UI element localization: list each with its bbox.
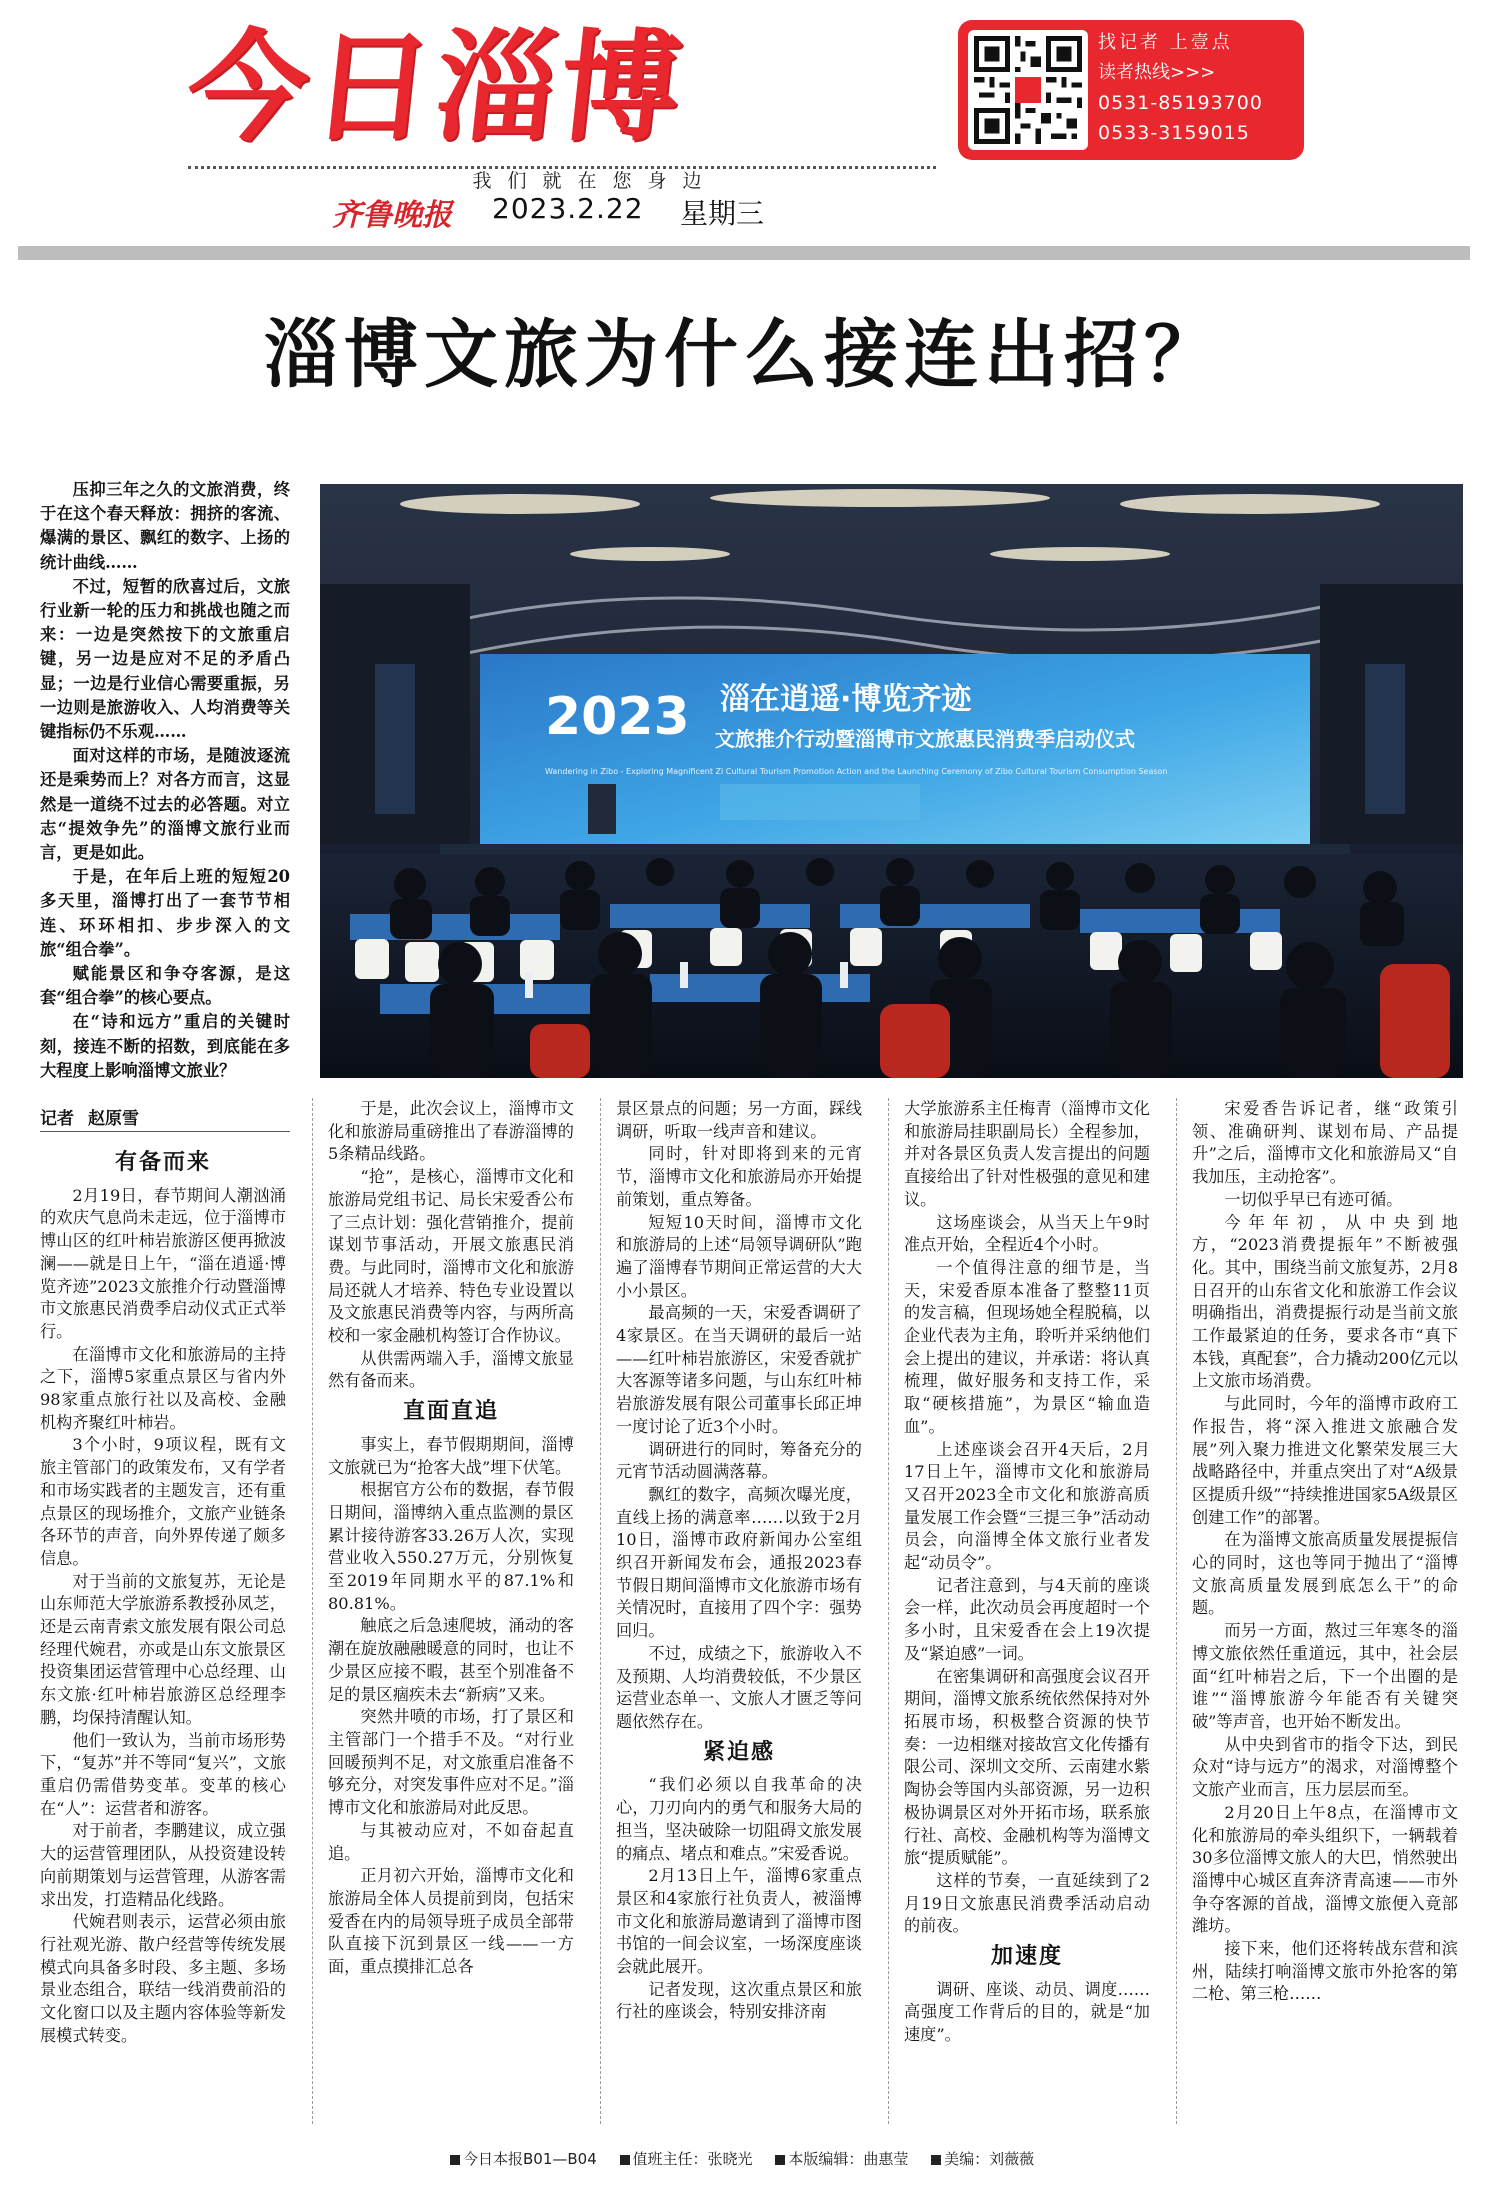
hotline-phone-2[interactable]: 0533-3159015 xyxy=(1098,122,1250,144)
body-paragraph: 最高频的一天，宋爱香调研了4家景区。在当天调研的最后一站——红叶柿岩旅游区，宋爱香就扩大客源等诸多问题，与山东红叶柿岩旅游发展有限公司董事长邱正坤一度讨论了近3个小时。 xyxy=(616,1303,862,1436)
body-paragraph: 接下来，他们还将转战东营和滨州，陆续打响淄博文旅市外抢客的第二枪、第三枪…… xyxy=(1192,1939,1458,2004)
screen-subtitle: 文旅推介行动暨淄博市文旅惠民消费季启动仪式 xyxy=(715,727,1135,751)
qr-code-icon[interactable] xyxy=(968,30,1088,150)
body-paragraph: 宋爱香告诉记者，继“政策引领、准确研判、谋划布局、产品提升”之后，淄博市文化和旅游局又“自我加压，主动抢客”。 xyxy=(1192,1099,1458,1187)
lead-paragraph: 面对这样的市场，是随波逐流还是乘势而上？对各方而言，这显然是一道绕不过去的必答题。对立志“提效争先”的淄博文旅行业而言，更是如此。 xyxy=(40,746,290,863)
reader-line-find-reporter: 找记者 上壹点 xyxy=(1098,32,1233,53)
body-paragraph: 2月19日，春节期间人潮汹涌的欢庆气息尚未走远，位于淄博市博山区的红叶柿岩旅游区便再掀波澜——就是日上午，“淄在逍遥·博览齐迹”2023文旅推介行动暨淄博市文旅惠民消费季启动仪式正式举行。 xyxy=(40,1185,286,1341)
byline-reporter: 赵原雪 xyxy=(88,1109,139,1129)
lead-paragraph: 于是，在年后上班的短短20多天里，淄博打出了一套节节相连、环环相扣、步步深入的文旅“组合拳”。 xyxy=(40,867,290,959)
body-paragraph: 于是，此次会议上，淄博市文化和旅游局重磅推出了春游淄博的5条精品线路。 xyxy=(328,1099,574,1164)
body-paragraph: 根据官方公布的数据，春节假日期间，淄博纳入重点监测的景区累计接待游客33.26万人次，实现营业收入550.27万元，分别恢复至2019年同期水平的87.1%和80.81%。 xyxy=(328,1480,574,1613)
body-paragraph: 飘红的数字，高频次曝光度，直线上扬的满意率……以致于2月10日，淄博市政府新闻办公室组织召开新闻发布会，通报2023春节假日期间淄博市文化旅游市场有关情况时，直接用了四个字：强势回归。 xyxy=(616,1484,862,1641)
masthead xyxy=(0,0,1488,270)
newspaper-logo: 今日淄博 xyxy=(180,19,692,158)
column-divider xyxy=(888,1098,889,2124)
footer-issue-range: 今日本报B01—B04 xyxy=(463,2150,597,2168)
body-paragraph: 触底之后急速爬坡，涌动的客潮在旋放融融暖意的同时，也让不少景区应接不暇，甚至个别准备不足的景区痼疾未去“新病”又来。 xyxy=(328,1616,574,1704)
hotline-phone-1[interactable]: 0531-85193700 xyxy=(1098,92,1263,114)
footer-item xyxy=(775,2150,908,2168)
lead-paragraph: 不过，短暂的欣喜过后，文旅行业新一轮的压力和挑战也随之而来：一边是突然按下的文旅重启键，另一边是应对不足的矛盾凸显；一边是行业信心需要重振，另一边则是旅游收入、人均消费等关键指标仍不乐观…… xyxy=(40,576,290,742)
issue-weekday: 星期三 xyxy=(680,197,765,230)
byline xyxy=(40,1104,290,1132)
body-paragraph: 大学旅游系主任梅青（淄博市文化和旅游局挂职副局长）全程参加，并对各景区负责人发言提出的问题直接给出了针对性极强的意见和建议。 xyxy=(904,1099,1150,1209)
body-paragraph: 上述座谈会召开4天后，2月17日上午，淄博市文化和旅游局又召开2023全市文化和旅游高质量发展工作会暨“三提三争”活动动员会，向淄博全体文旅行业者发起“动员令”。 xyxy=(904,1439,1150,1573)
body-paragraph: 突然井喷的市场，打了景区和主管部门一个措手不及。“对行业回暖预判不足，对文旅重启准备不够充分，对突发事件应对不足。”淄博市文化和旅游局对此反思。 xyxy=(328,1707,574,1818)
body-paragraph: 从供需两端入手，淄博文旅显然有备而来。 xyxy=(328,1348,574,1391)
reader-hotline-box xyxy=(958,20,1304,160)
square-bullet-icon xyxy=(450,2155,460,2165)
body-paragraph: 在密集调研和高强度会议召开期间，淄博文旅系统依然保持对外拓展市场，积极整合资源的快节奏：一边相继对接故宫文化传播有限公司、深圳文交所、云南建水紫陶协会等国内头部资源，另一边积极协调景区对外开拓市场，联系旅行社、高校、金融机构等为淄博文旅“提质赋能”。 xyxy=(904,1666,1150,1868)
article-column-1 xyxy=(40,1144,286,2047)
body-paragraph: 正月初六开始，淄博市文化和旅游局全体人员提前到岗，包括宋爱香在内的局领导班子成员全部带队直接下沉到景区一线——一方面，重点摸排汇总各 xyxy=(328,1866,574,1977)
lead-paragraph: 在“诗和远方”重启的关键时刻，接连不断的招数，到底能在多大程度上影响淄博文旅业？ xyxy=(40,1012,290,1080)
square-bullet-icon xyxy=(931,2155,941,2165)
body-paragraph: 今年年初，从中央到地方，“2023消费提振年”不断被强化。其中，围绕当前文旅复苏，2月8日召开的山东省文化和旅游工作会议明确指出，消费提振行动是当前文旅工作最紧迫的任务，要求各市“真下本钱，真配套”，合力撬动200亿元以上文旅市场消费。 xyxy=(1192,1212,1458,1391)
sub-brand-logo: 齐鲁晚报 xyxy=(332,198,452,233)
section-heading: 直面直追 xyxy=(402,1399,499,1425)
body-paragraph: 一切似乎早已有迹可循。 xyxy=(1224,1189,1403,1209)
body-paragraph: 代婉君则表示，运营必须由旅行社观光游、散户经营等传统发展模式向具备多时段、多主题、多场景业态组合，联结一线消费前沿的文化窗口以及主题内容体验等新发展模式转变。 xyxy=(40,1912,286,2045)
footer-item xyxy=(620,2150,753,2168)
page-footer xyxy=(450,2148,1150,2169)
footer-item xyxy=(931,2150,1034,2168)
body-paragraph: 调研进行的同时，筹备充分的元宵节活动圆满落幕。 xyxy=(616,1439,862,1482)
body-paragraph: 同时，针对即将到来的元宵节，淄博市文化和旅游局亦开始提前策划，重点筹备。 xyxy=(616,1144,862,1209)
column-divider xyxy=(600,1098,601,2124)
body-paragraph: 2月20日上午8点，在淄博市文化和旅游局的牵头组织下，一辆载着30多位淄博文旅人的大巴，悄然驶出淄博中心城区直奔济青高速——市外争夺客源的首战，淄博文旅便入竟部潍坊。 xyxy=(1192,1802,1458,1936)
footer-duty-editor: 值班主任：张晓光 xyxy=(632,2150,753,2168)
body-paragraph: 一个值得注意的细节是，当天，宋爱香原本准备了整整11页的发言稿，但现场她全程脱稿，以企业代表为主角，聆听并采纳他们会上提出的建议，并承诺：将认真梳理，做好服务和支持工作，采取“硬核措施”，为景区“输血造血”。 xyxy=(904,1257,1150,1436)
square-bullet-icon xyxy=(775,2155,785,2165)
body-paragraph: 对于前者，李鹏建议，成立强大的运营管理团队，从投资建设转向前期策划与运营管理，从游客需求出发，打造精品化线路。 xyxy=(40,1821,286,1909)
body-paragraph: 调研、座谈、动员、调度……高强度工作背后的目的，就是“加速度”。 xyxy=(904,1979,1150,2045)
footer-item xyxy=(450,2150,597,2168)
article-column-2 xyxy=(328,1098,574,1979)
body-paragraph: 对于当前的文旅复苏，无论是山东师范大学旅游系教授孙凤芝，还是云南青索文旅发展有限公司总经理代婉君，亦或是山东文旅景区投资集团运营管理中心总经理、山东文旅·红叶柿岩旅游区总经理李鹏，均保持清醒认知。 xyxy=(40,1571,286,1727)
screen-english: Wandering in Zibo - Exploring Magnificent Zi Cultural Tourism Promotion Action and the Launching Ceremony of Zibo Cultural Tourism Consumption Season xyxy=(545,767,1168,776)
body-paragraph: 而另一方面，熬过三年寒冬的淄博文旅依然任重道远，其中，社会层面“红叶柿岩之后，下一个出圈的是谁”“淄博旅游今年能否有关键突破”等声音，也开始不断发出。 xyxy=(1192,1621,1458,1731)
section-heading: 加速度 xyxy=(990,1944,1063,1970)
body-paragraph: 这样的节奏，一直延续到了2月19日文旅惠民消费季活动启动的前夜。 xyxy=(904,1870,1150,1936)
headline: 淄博文旅为什么接连出招？ xyxy=(264,312,1224,398)
body-paragraph: 在为淄博文旅高质量发展提振信心的同时，这也等同于抛出了“淄博文旅高质量发展到底怎么干”的命题。 xyxy=(1192,1530,1458,1618)
body-paragraph: 景区景点的问题；另一方面，踩线调研，听取一线声音和建议。 xyxy=(616,1099,862,1141)
body-paragraph: “抢”，是核心，淄博市文化和旅游局党组书记、局长宋爱香公布了三点计划：强化营销推介，提前谋划节事活动，开展文旅惠民消费。与此同时，淄博市文化和旅游局还就人才培养、特色专业设置以及文旅惠民消费等内容，与两所高校和一家金融机构签订合作协议。 xyxy=(328,1167,574,1346)
issue-date: 2023.2.22 xyxy=(492,192,644,225)
footer-page-editor: 本版编辑：曲惠莹 xyxy=(788,2150,909,2168)
column-divider xyxy=(1176,1098,1177,2124)
article-column-4 xyxy=(904,1098,1150,2047)
body-paragraph: “我们必须以自我革命的决心，刀刃向内的勇气和服务大局的担当，坚决破除一切阻碍文旅发展的痛点、堵点和难点。”宋爱香说。 xyxy=(616,1775,862,1863)
slogan: 我们就在您身边 xyxy=(472,170,718,192)
body-paragraph: 从中央到省市的指令下达，到民众对“诗与远方”的渴求，对淄博整个文旅产业而言，压力层层而至。 xyxy=(1192,1734,1458,1800)
reader-line-hotline: 读者热线>>> xyxy=(1098,62,1216,83)
square-bullet-icon xyxy=(620,2155,630,2165)
column-divider xyxy=(312,1098,313,2124)
lead-paragraph: 赋能景区和争夺客源，是这套“组合拳”的核心要点。 xyxy=(40,964,290,1008)
reader-hotline-text xyxy=(1098,28,1298,148)
body-paragraph: 与此同时，今年的淄博市政府工作报告，将“深入推进文旅融合发展”列入聚力推进文化繁荣发展三大战略路径中，并重点突出了对“A级景区提质升级”“持续推进国家5A级景区创建工作”的部署。 xyxy=(1192,1394,1458,1527)
body-paragraph: 2月13日上午，淄博6家重点景区和4家旅行社负责人，被淄博市文化和旅游局邀请到了淄博市图书馆的一间会议室，一场深度座谈会就此展开。 xyxy=(616,1866,862,1977)
screen-year: 2023 xyxy=(545,687,690,747)
body-paragraph: 这场座谈会，从当天上午9时准点开始，全程近4个小时。 xyxy=(904,1212,1150,1255)
body-paragraph: 记者发现，这次重点景区和旅行社的座谈会，特别安排济南 xyxy=(616,1979,862,2022)
byline-label: 记者 xyxy=(40,1109,74,1129)
body-paragraph: 短短10天时间，淄博市文化和旅游局的上述“局领导调研队”跑遍了淄博春节期间正常运营的大大小小景区。 xyxy=(616,1212,862,1300)
body-paragraph: 不过，成绩之下，旅游收入不及预期、人均消费较低，不少景区运营业态单一、文旅人才匮乏等问题依然存在。 xyxy=(616,1643,862,1731)
footer-art-editor: 美编：刘薇薇 xyxy=(944,2150,1035,2168)
section-heading: 有备而来 xyxy=(114,1150,211,1175)
body-paragraph: 记者注意到，与4天前的座谈会一样，此次动员会再度超时一个多小时，且宋爱香在会上19次提及“紧迫感”一词。 xyxy=(904,1575,1150,1663)
lead-paragraph: 压抑三年之久的文旅消费，终于在这个春天释放：拥挤的客流、爆满的景区、飘红的数字、上扬的统计曲线…… xyxy=(40,480,290,572)
screen-title: 淄在逍遥·博览齐迹 xyxy=(720,682,972,717)
section-heading: 紧迫感 xyxy=(702,1739,775,1765)
lead-paragraphs xyxy=(40,478,290,1083)
body-paragraph: 事实上，春节假期期间，淄博文旅就已为“抢客大战”埋下伏笔。 xyxy=(328,1434,574,1477)
masthead-grey-rule xyxy=(18,246,1470,260)
body-paragraph: 他们一致认为，当前市场形势下，“复苏”并不等同“复兴”，文旅重启仍需借势变革。变革的核心在“人”：运营者和游客。 xyxy=(40,1730,286,1818)
body-paragraph: 3个小时，9项议程，既有文旅主管部门的政策发布，又有学者和市场实践者的主题发言，还有重点景区的现场推介，文旅产业链条各环节的声音，向外界传递了颇多信息。 xyxy=(40,1435,286,1568)
article-column-5 xyxy=(1192,1098,1458,2006)
event-photo xyxy=(320,484,1463,1078)
body-paragraph: 在淄博市文化和旅游局的主持之下，淄博5家重点景区与省内外98家重点旅行社以及高校、金融机构齐聚红叶柿岩。 xyxy=(40,1344,286,1432)
body-paragraph: 与其被动应对，不如奋起直追。 xyxy=(328,1820,574,1863)
article-column-3 xyxy=(616,1098,862,2024)
